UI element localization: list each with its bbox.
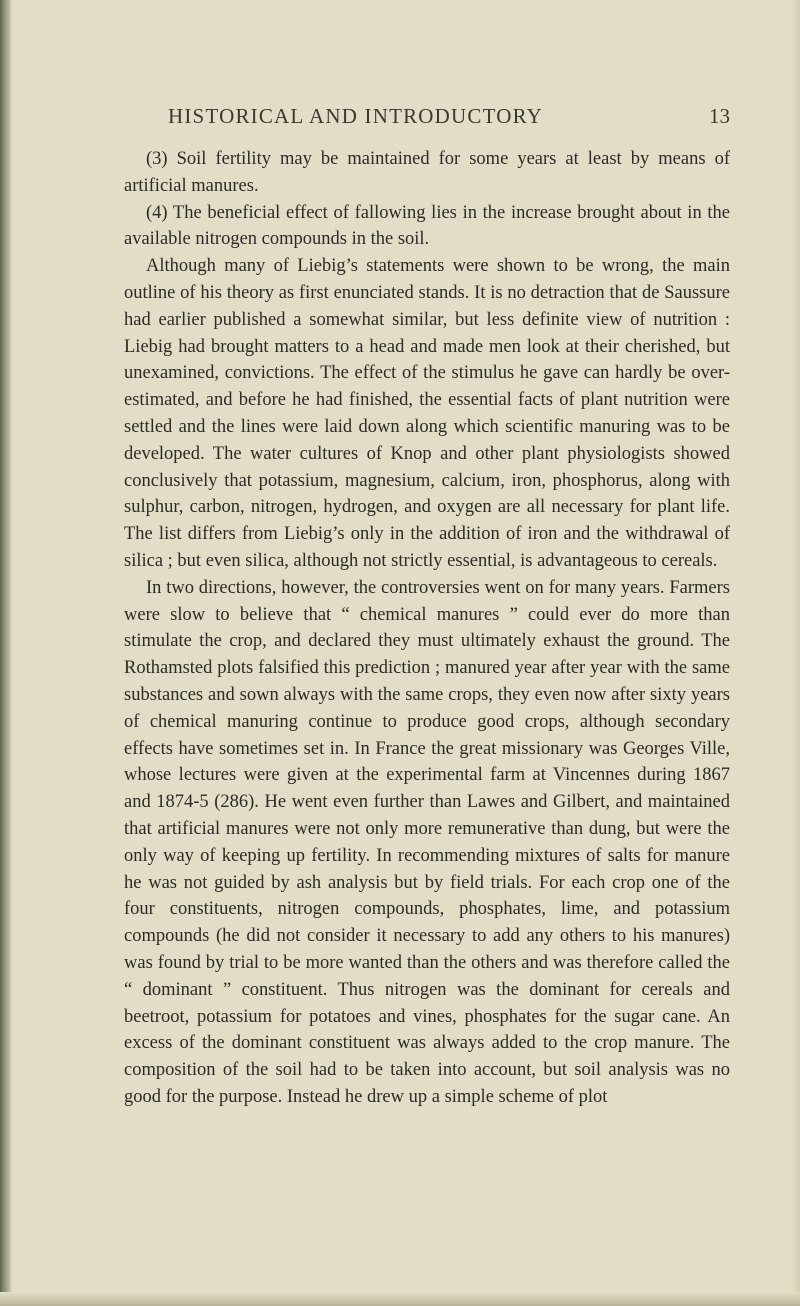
paragraph-controversies: In two directions, however, the controversies went on for many years. Farmers were slow to believe that “ chemical manures ” could ever do more than stimulate the crop, and declared they must ultimately exhaust the ground. The Rothamsted plots falsified this prediction ; manured year after year with the same substances and sown always with the same crops, they even now after sixty years of chemical manuring continue to produce good crops, although secondary effects have sometimes set in. In France the great missionary was Georges Ville, whose lectures were given at the experimental farm at Vincennes during 1867 and 1874-5 (286). He went even further than Lawes and Gilbert, and maintained that artificial manures were not only more remunerative than dung, but were the only way of keeping up fertility. In recommending mixtures of salts for manure he was not guided by ash analysis but by field trials. For each crop one of the four constituents, nitrogen compounds, phosphates, lime, and potassium compounds (he did not consider it necessary to add any others to his manures) was found by trial to be more wanted than the others and was therefore called the “ dominant ” constituent. Thus nitrogen was the dominant for cereals and beetroot, potassium for potatoes and vines, phosphates for the sugar cane. An excess of the dominant constituent was always added to the crop manure. The composition of the soil had to be taken into account, but soil analysis was no good for the purpose. Instead he drew up a simple scheme of plot [124,577,730,1107]
page-header [128,104,730,134]
paragraph-point-4: (4) The beneficial effect of fallowing lies in the increase brought about in the available nitrogen compounds in the soil. [124,202,730,250]
paragraph-point-3: (3) Soil fertility may be maintained for some years at least by means of artificial manures. [124,149,730,196]
page-number: 13 [709,104,730,128]
book-spine-shadow [0,0,12,1306]
page-bottom-edge [0,1292,800,1306]
paragraph-liebig-theory: Although many of Liebig’s statements were shown to be wrong, the main outline of his theory as first enunciated stands. It is no detraction that de Saussure had earlier published a somewhat similar, but less definite view of nutrition : Liebig had brought matters to a head and made men look at their cherished, but unexamined, convictions. The effect of the stimulus he gave can hardly be over-estimated, and before he had finished, the essential facts of plant nutrition were settled and the lines were laid down along which scientific manuring was to be developed. The water cultures of Knop and other plant physiologists showed conclusively that potassium, magnesium, calcium, iron, phosphorus, along with sulphur, carbon, nitrogen, hydrogen, and oxygen are all necessary for plant life. The list differs from Liebig’s only in the addition of iron and the withdrawal of silica ; but even silica, although not strictly essential, is advantageous to cereals. [124,256,730,571]
body-text [124,146,730,1111]
page-right-edge [792,0,800,1306]
running-head: HISTORICAL AND INTRODUCTORY [168,104,544,128]
